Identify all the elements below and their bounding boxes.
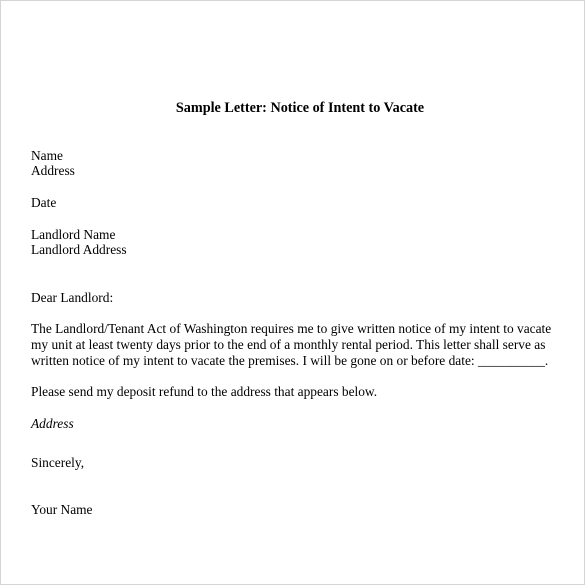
body-line: written notice of my intent to vacate the premises. I will be gone on or before date: __________.: [31, 353, 549, 368]
deposit-request: Please send my deposit refund to the address that appears below.: [31, 384, 378, 399]
letter-title-text: Sample Letter: Notice of Intent to Vacate: [175, 100, 425, 116]
closing: Sincerely,: [31, 455, 85, 470]
landlord-name: Landlord Name: [31, 227, 116, 242]
signature-name: Your Name: [31, 502, 93, 517]
body-line: my unit at least twenty days prior to the end of a monthly rental period. This letter shall serve as: [31, 337, 546, 352]
forwarding-address: Address: [31, 416, 74, 431]
body-paragraph: [31, 321, 571, 369]
letter-title: [31, 99, 571, 117]
landlord-address: Landlord Address: [31, 242, 127, 257]
salutation: Dear Landlord:: [31, 290, 114, 305]
letter-date: Date: [31, 195, 57, 210]
body-line: The Landlord/Tenant Act of Washington requires me to give written notice of my intent to vacate: [31, 321, 552, 336]
sender-name: Name: [31, 148, 63, 163]
sender-address: Address: [31, 163, 75, 178]
